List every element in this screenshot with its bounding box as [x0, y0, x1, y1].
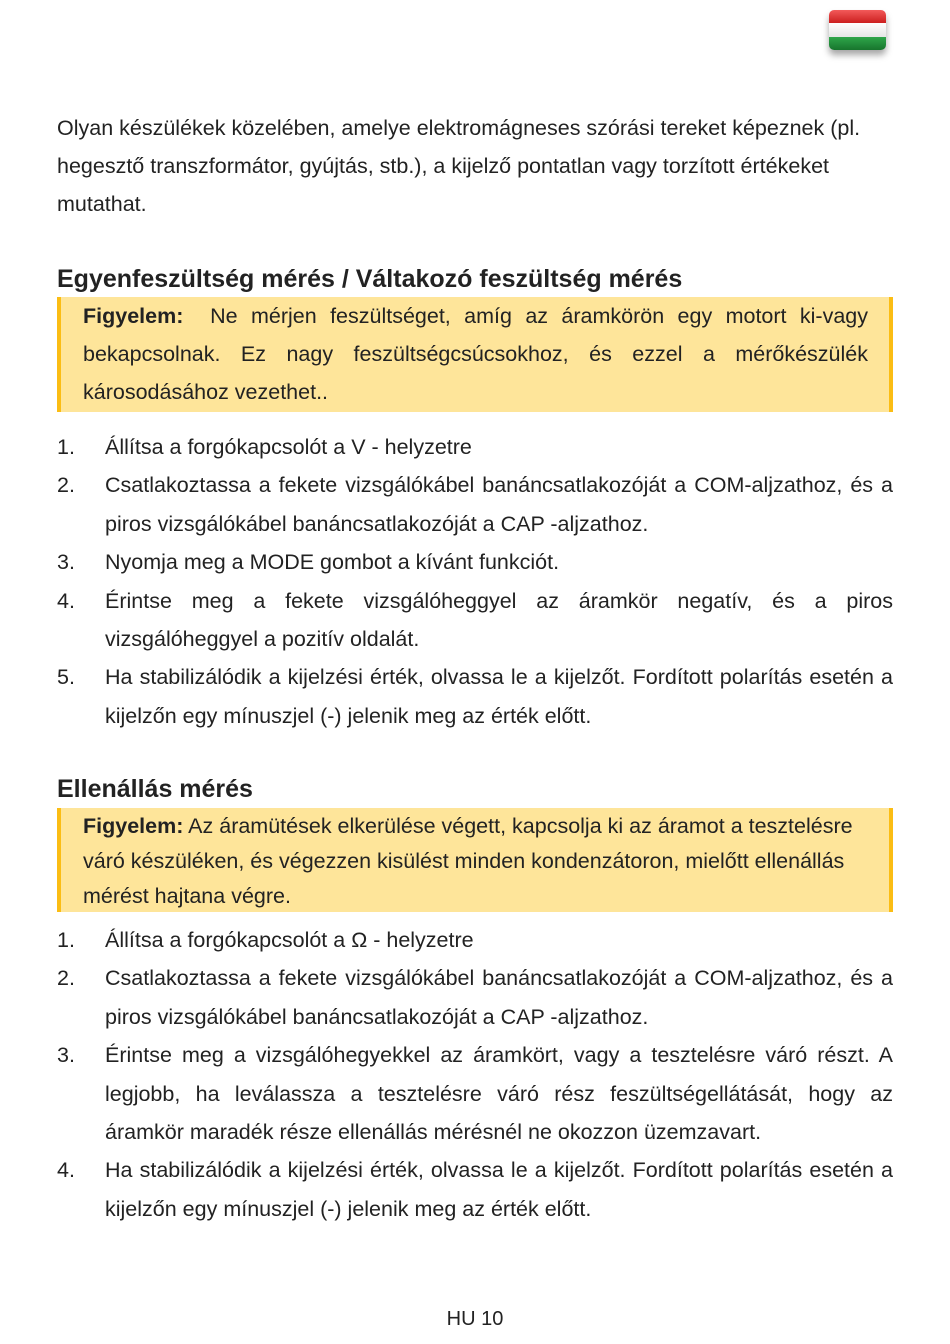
step-text: Ha stabilizálódik a kijelzési érték, olvassa le a kijelzőt. Fordított polarítás esetén a kijelzőn egy mínuszjel (-) jelenik meg az érték előtt. — [105, 1158, 893, 1221]
warning-text: Ne mérjen feszültséget, amíg az áramkörön egy motort ki-vagy bekapcsolnak. Ez nagy feszültségcsúcsokhoz, és ezzel a mérőkészülék károsodásához vezethet.. — [83, 304, 868, 404]
step-number: 4. — [57, 588, 75, 613]
step-number: 1. — [57, 435, 75, 459]
list-item — [57, 543, 893, 581]
step-text: Ha stabilizálódik a kijelzési érték, olvassa le a kijelzőt. Fordított polarítás esetén a kijelzőn egy mínuszjel (-) jelenik meg az érték előtt. — [105, 665, 893, 728]
step-number: 4. — [57, 1158, 75, 1183]
resistance-steps-list — [57, 921, 893, 1228]
list-item — [57, 466, 893, 543]
step-text: Állítsa a forgókapcsolót a Ω - helyzetre — [105, 928, 474, 952]
step-number: 3. — [57, 1043, 75, 1068]
warning-box-voltage — [57, 297, 893, 412]
warning-box-resistance — [57, 808, 893, 912]
list-item — [57, 1036, 893, 1151]
step-text: Csatlakoztassa a fekete vizsgálókábel banáncsatlakozóját a COM-aljzathoz, és a piros vizsgálókábel banáncsatlakozóját a CAP -aljzathoz. — [105, 473, 893, 536]
warning-label: Figyelem: — [83, 814, 184, 838]
section-title-voltage: Egyenfeszültség mérés / Váltakozó feszültség mérés — [57, 265, 683, 293]
warning-label: Figyelem: — [83, 304, 184, 328]
step-number: 1. — [57, 928, 75, 952]
step-number: 2. — [57, 473, 75, 498]
step-text: Csatlakoztassa a fekete vizsgálókábel banáncsatlakozóját a COM-aljzathoz, és a piros vizsgálókábel banáncsatlakozóját a CAP -aljzathoz. — [105, 966, 893, 1029]
page-number: HU 10 — [446, 1308, 504, 1330]
step-number: 2. — [57, 966, 75, 991]
step-text: Érintse meg a vizsgálóhegyekkel az áramkört, vagy a tesztelésre váró részt. A legjobb, ha leválassza a tesztelésre váró rész feszültségellátását, hogy az áramkör maradék része ellenállás mérésnél ne okozzon üzemzavart. — [105, 1043, 893, 1145]
step-number: 3. — [57, 550, 75, 575]
list-item — [57, 582, 893, 659]
list-item — [57, 1151, 893, 1228]
step-text: Állítsa a forgókapcsolót a V - helyzetre — [105, 435, 472, 459]
list-item — [57, 428, 893, 466]
step-text: Nyomja meg a MODE gombot a kívánt funkciót. — [105, 550, 560, 575]
section-title-resistance: Ellenállás mérés — [57, 775, 253, 803]
hungarian-flag-icon — [829, 10, 886, 50]
voltage-steps-list — [57, 428, 893, 735]
step-text: Érintse meg a fekete vizsgálóheggyel az áramkör negatív, és a piros vizsgálóheggyel a pozitív oldalát. — [105, 588, 893, 652]
list-item — [57, 658, 893, 735]
list-item — [57, 959, 893, 1036]
intro-paragraph: Olyan készülékek közelében, amelye elektromágneses szórási tereket képeznek (pl. hegesztő transzformátor, gyújtás, stb.), a kijelző pontatlan vagy torzított értékeket mutathat. — [57, 116, 861, 216]
step-number: 5. — [57, 665, 75, 690]
warning-text: Az áramütések elkerülése végett, kapcsolja ki az áramot a tesztelésre váró készüléken, és végezzen kisülést minden kondenzátoron, mielőtt ellenállás mérést hajtana végre. — [83, 814, 853, 908]
list-item — [57, 921, 893, 959]
